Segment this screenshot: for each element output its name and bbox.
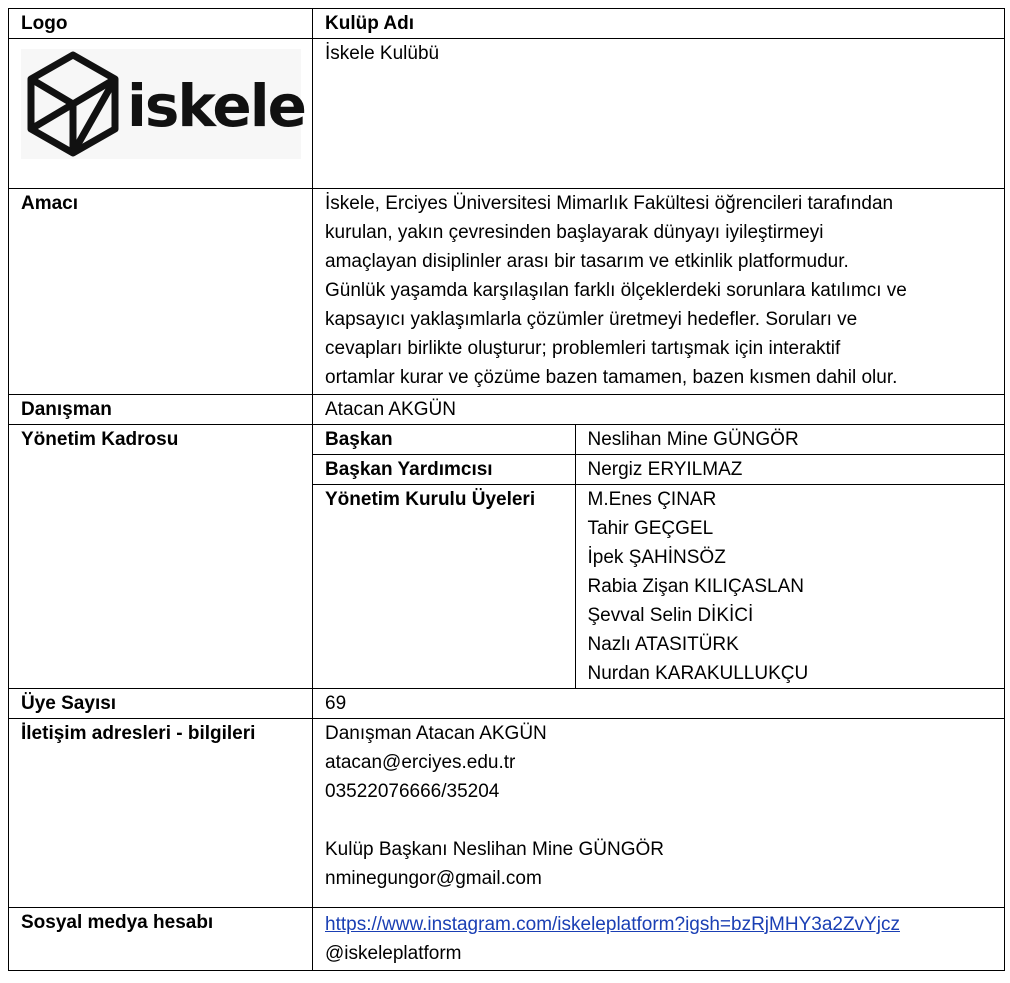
social-row <box>9 908 1005 971</box>
contact-advisor-email: atacan@erciyes.edu.tr <box>325 752 516 773</box>
board-members <box>575 485 1005 689</box>
logo-wordmark: iskele <box>127 72 305 140</box>
vice-president-role: Başkan Yardımcısı <box>313 455 575 485</box>
advisor-row <box>9 395 1005 425</box>
social-info <box>313 908 1005 971</box>
board-role: Yönetim Kurulu Üyeleri <box>313 485 575 689</box>
board-row <box>313 485 1005 689</box>
purpose-line: Günlük yaşamda karşılaşılan farklı ölçeklerdeki sorunlara katılımcı ve <box>325 280 907 301</box>
purpose-line: cevapları birlikte oluşturur; problemleri tartışmak için interaktif <box>325 338 841 359</box>
instagram-link[interactable]: https://www.instagram.com/iskeleplatform?igsh=bzRjMHY3a2ZvYjcz <box>325 914 900 935</box>
contact-advisor: Danışman Atacan AKGÜN <box>325 723 547 744</box>
president-role: Başkan <box>313 425 575 455</box>
club-logo <box>21 49 305 159</box>
contact-info <box>313 719 1005 908</box>
club-info-document <box>8 8 1004 971</box>
logo-header: Logo <box>9 9 313 39</box>
header-row <box>9 9 1005 39</box>
management-row <box>9 425 1005 689</box>
purpose-line: İskele, Erciyes Üniversitesi Mimarlık Fakültesi öğrencileri tarafından <box>325 193 894 214</box>
contact-label: İletişim adresleri - bilgileri <box>9 719 313 908</box>
purpose-label: Amacı <box>9 189 313 395</box>
contact-president: Kulüp Başkanı Neslihan Mine GÜNGÖR <box>325 839 664 860</box>
purpose-line: kurulan, yakın çevresinden başlayarak dünyayı iyileştirmeyi <box>325 222 824 243</box>
board-member: Nurdan KARAKULLUKÇU <box>587 663 809 684</box>
logo-row <box>9 39 1005 189</box>
board-member: Şevval Selin DİKİCİ <box>587 605 754 626</box>
contact-president-email: nminegungor@gmail.com <box>325 868 542 889</box>
board-member: M.Enes ÇINAR <box>587 489 717 510</box>
club-name-header: Kulüp Adı <box>313 9 1005 39</box>
club-name-value: İskele Kulübü <box>313 39 1005 189</box>
management-cell <box>313 425 1005 689</box>
board-member: İpek ŞAHİNSÖZ <box>587 547 726 568</box>
hexagon-cube-icon <box>23 49 123 159</box>
instagram-handle: @iskeleplatform <box>325 943 462 964</box>
board-member: Nazlı ATASITÜRK <box>587 634 739 655</box>
board-member: Tahir GEÇGEL <box>587 518 714 539</box>
purpose-text <box>313 189 1005 395</box>
contact-spacer <box>325 806 1004 835</box>
club-info-table <box>8 8 1005 971</box>
members-count-label: Üye Sayısı <box>9 689 313 719</box>
purpose-line: kapsayıcı yaklaşımlarla çözümler üretmeyi hedefler. Soruları ve <box>325 309 858 330</box>
purpose-row <box>9 189 1005 395</box>
social-label: Sosyal medya hesabı <box>9 908 313 971</box>
contact-row <box>9 719 1005 908</box>
vice-president-name: Nergiz ERYILMAZ <box>575 455 1005 485</box>
management-table <box>313 425 1005 688</box>
members-count-row <box>9 689 1005 719</box>
purpose-line: amaçlayan disiplinler arası bir tasarım ve etkinlik platformudur. <box>325 251 849 272</box>
president-name: Neslihan Mine GÜNGÖR <box>575 425 1005 455</box>
contact-advisor-phone: 03522076666/35204 <box>325 781 500 802</box>
advisor-label: Danışman <box>9 395 313 425</box>
president-row <box>313 425 1005 455</box>
advisor-value: Atacan AKGÜN <box>313 395 1005 425</box>
board-member: Rabia Zişan KILIÇASLAN <box>587 576 804 597</box>
management-label: Yönetim Kadrosu <box>9 425 313 689</box>
members-count-value: 69 <box>313 689 1005 719</box>
purpose-line: ortamlar kurar ve çözüme bazen tamamen, bazen kısmen dahil olur. <box>325 367 898 388</box>
vice-president-row <box>313 455 1005 485</box>
logo-cell <box>9 39 313 189</box>
